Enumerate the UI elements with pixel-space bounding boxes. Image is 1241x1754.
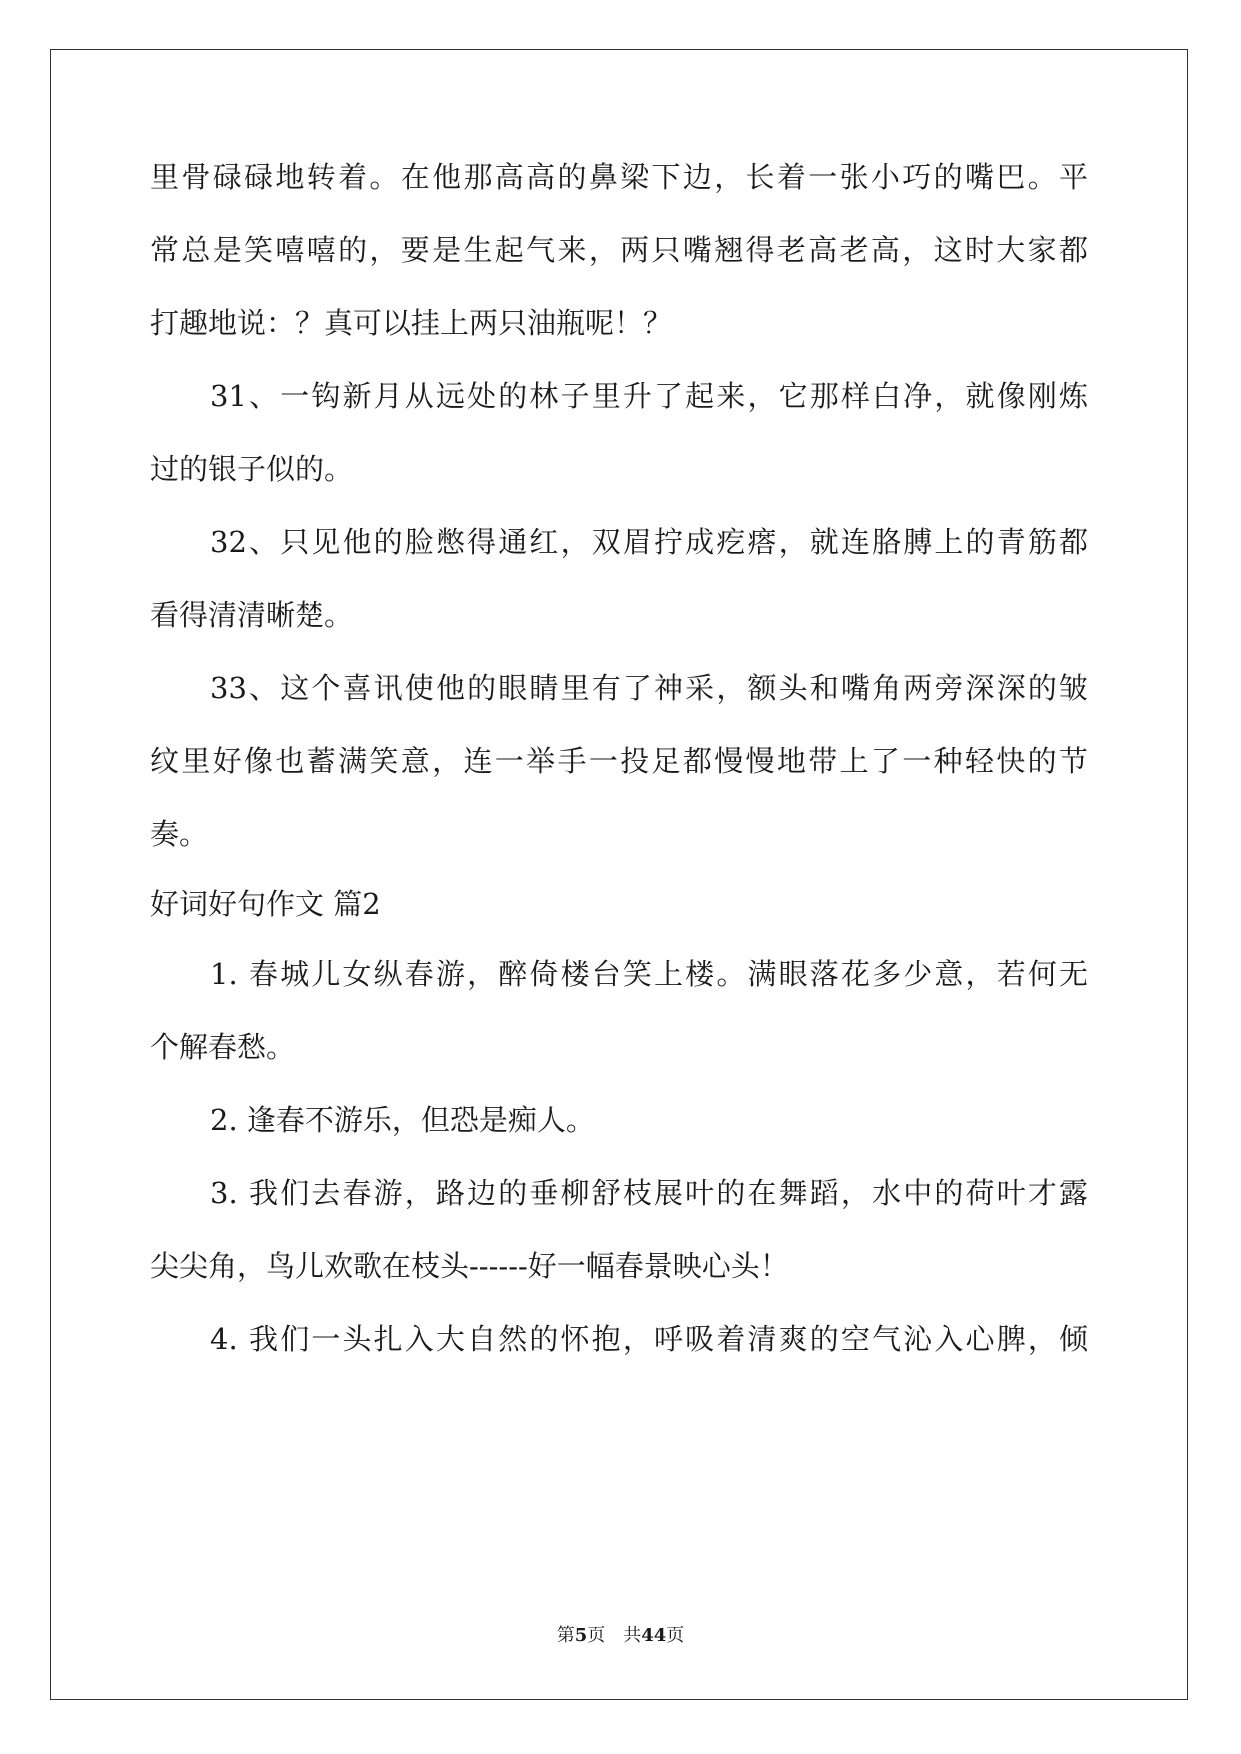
paragraph-32-line-2: 看得清清晰楚。 — [150, 598, 354, 632]
footer-prefix: 第 — [556, 1625, 575, 1646]
item-1-line-1: 1. 春城儿女纵春游，醉倚楼台笑上楼。满眼落花多少意，若何无 — [210, 957, 1088, 991]
section-heading: 好词好句作文 篇2 — [150, 887, 381, 921]
paragraph-33-line-2: 纹里好像也蓄满笑意，连一举手一投足都慢慢地带上了一种轻快的节 — [150, 744, 1088, 778]
paragraph-33-line-1: 33、这个喜讯使他的眼睛里有了神采，额头和嘴角两旁深深的皱 — [210, 671, 1088, 705]
text-line: 里骨碌碌地转着。在他那高高的鼻梁下边，长着一张小巧的嘴巴。平 — [150, 160, 1088, 194]
text-line: 常总是笑嘻嘻的，要是生起气来，两只嘴翘得老高老高，这时大家都 — [150, 233, 1088, 267]
paragraph-31-line-2: 过的银子似的。 — [150, 452, 354, 486]
page-border — [50, 49, 1188, 1700]
item-1-line-2: 个解春愁。 — [150, 1030, 296, 1064]
current-page-number: 5 — [574, 1625, 588, 1646]
footer-middle: 页 共 — [587, 1625, 642, 1646]
item-2-line-1: 2. 逢春不游乐，但恐是痴人。 — [210, 1103, 595, 1137]
paragraph-33-line-3: 奏。 — [150, 817, 209, 851]
item-4-line-1: 4. 我们一头扎入大自然的怀抱，呼吸着清爽的空气沁入心脾，倾 — [210, 1322, 1088, 1356]
paragraph-32-line-1: 32、只见他的脸憋得通红，双眉拧成疙瘩，就连胳膊上的青筋都 — [210, 525, 1088, 559]
paragraph-31-line-1: 31、一钩新月从远处的林子里升了起来，它那样白净，就像刚炼 — [210, 379, 1088, 413]
page-footer — [0, 1624, 1241, 1648]
item-3-line-1: 3. 我们去春游，路边的垂柳舒枝展叶的在舞蹈，水中的荷叶才露 — [210, 1176, 1088, 1210]
total-page-count: 44 — [641, 1625, 667, 1646]
item-3-line-2: 尖尖角，鸟儿欢歌在枝头------好一幅春景映心头！ — [150, 1249, 789, 1283]
footer-suffix: 页 — [666, 1625, 685, 1646]
text-line: 打趣地说：？真可以挂上两只油瓶呢！？ — [150, 306, 673, 340]
